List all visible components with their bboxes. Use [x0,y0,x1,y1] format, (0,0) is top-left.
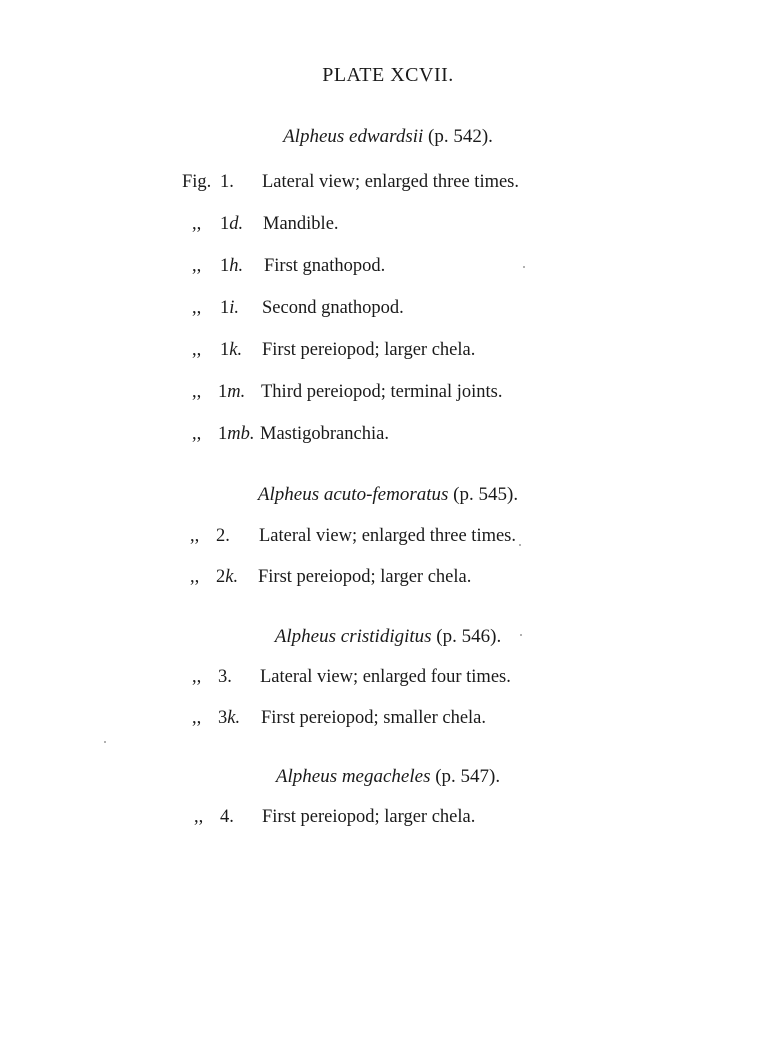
species-name: Alpheus edwardsii [283,126,424,147]
species-name: Alpheus cristidigitus [274,626,432,647]
figure-description: Second gnathopod. [262,298,404,318]
page-reference: (p. 547). [435,766,501,787]
figure-description: First gnathopod. [264,256,386,276]
species-name: Alpheus megacheles [275,766,431,787]
figure-number: 2. [216,526,230,546]
figure-description: Lateral view; enlarged four times. [260,667,511,687]
figure-description: Mandible. [263,214,339,234]
figure-description: Lateral view; enlarged three times. [259,526,517,546]
page-reference: (p. 542). [428,126,493,147]
figure-prefix: ,, [190,567,200,587]
section-heading [0,126,776,148]
figure-prefix: ,, [192,256,202,276]
figure-number: 1d. [220,214,244,234]
figure-prefix: Fig. [182,172,212,192]
figure-number: 3k. [218,708,241,728]
figure-prefix: ,, [192,214,202,234]
figure-description: First pereiopod; larger chela. [258,567,472,587]
figure-prefix: ,, [192,340,202,360]
print-speck [523,266,525,268]
figure-description: First pereiopod; smaller chela. [261,708,487,728]
figure-description: Lateral view; enlarged three times. [262,172,520,192]
figure-prefix: ,, [190,526,200,546]
figure-prefix: ,, [194,807,204,827]
figure-description: First pereiopod; larger chela. [262,807,476,827]
figure-number: 1m. [218,382,246,402]
species-name: Alpheus acuto-femoratus [257,484,449,505]
figure-number: 1i. [220,298,240,318]
figure-prefix: ,, [192,298,202,318]
page-reference: (p. 545). [453,484,519,505]
print-speck [519,544,521,546]
figure-prefix: ,, [192,708,202,728]
section-heading [0,626,776,648]
figure-number: 1h. [220,256,244,276]
section-heading [0,766,776,788]
figure-description: First pereiopod; larger chela. [262,340,476,360]
figure-number: 1mb. [218,424,255,444]
print-speck [520,634,522,636]
print-speck [104,741,106,743]
plate-title: PLATE XCVII. [322,64,454,86]
page-reference: (p. 546). [436,626,502,647]
figure-description: Mastigobranchia. [260,424,389,444]
section-heading [0,484,776,506]
figure-description: Third pereiopod; terminal joints. [261,382,503,402]
figure-number: 3. [218,667,232,687]
figure-prefix: ,, [192,667,202,687]
figure-prefix: ,, [192,424,202,444]
figure-number: 2k. [216,567,239,587]
figure-number: 4. [220,807,234,827]
figure-number: 1k. [220,340,243,360]
figure-prefix: ,, [192,382,202,402]
figure-number: 1. [220,172,234,192]
